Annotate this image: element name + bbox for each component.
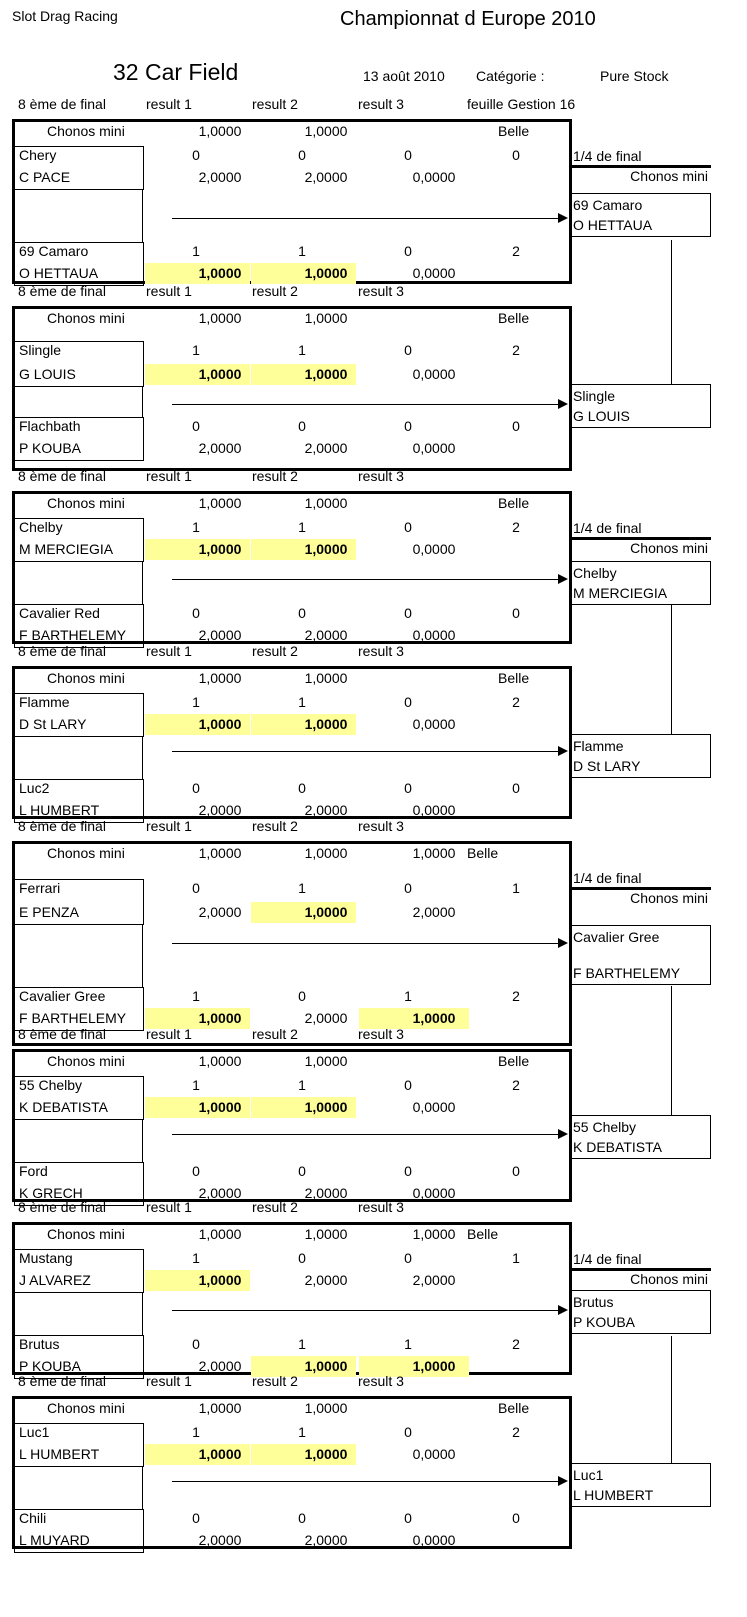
quarter-chonos-label: Chonos mini bbox=[630, 540, 708, 556]
run-result: 0 bbox=[192, 147, 200, 163]
quarter-final-label: 1/4 de final bbox=[573, 148, 642, 164]
competitor-car: Ferrari bbox=[19, 880, 61, 896]
advance-arrow-icon bbox=[558, 574, 568, 584]
run-result: 1 bbox=[192, 1077, 200, 1093]
chonos-label: Chonos mini bbox=[47, 1400, 125, 1416]
run-result: 0 bbox=[192, 1510, 200, 1526]
run-time: 2,0000 bbox=[198, 802, 242, 818]
competitor-car: 55 Chelby bbox=[19, 1077, 83, 1093]
chonos-label: Chonos mini bbox=[47, 495, 125, 511]
belle-result: 2 bbox=[512, 1077, 520, 1093]
winner-driver: O HETTAUA bbox=[573, 217, 653, 233]
winner-driver: G LOUIS bbox=[573, 408, 630, 424]
run-result: 0 bbox=[192, 780, 200, 796]
chonos-r1: 1,0000 bbox=[198, 310, 242, 326]
competitor-car: Luc2 bbox=[19, 780, 50, 796]
winner-car: Chelby bbox=[573, 565, 617, 581]
run-result: 0 bbox=[404, 694, 412, 710]
winner-car: Luc1 bbox=[573, 1467, 604, 1483]
run-time: 1,0000 bbox=[304, 541, 348, 557]
result-1-label: result 1 bbox=[146, 468, 192, 484]
chonos-r1: 1,0000 bbox=[198, 670, 242, 686]
competitor-car: Mustang bbox=[19, 1250, 73, 1266]
run-result: 0 bbox=[404, 1077, 412, 1093]
belle-label: Belle bbox=[498, 1400, 530, 1416]
round-label: 8 ème de final bbox=[18, 1026, 106, 1042]
belle-result: 0 bbox=[512, 418, 520, 434]
round-label: 8 ème de final bbox=[18, 96, 106, 112]
run-result: 1 bbox=[298, 519, 306, 535]
competitor-driver: P KOUBA bbox=[19, 440, 81, 456]
run-time: 1,0000 bbox=[198, 541, 242, 557]
quarter-chonos-label: Chonos mini bbox=[630, 1271, 708, 1287]
advance-arrow-line bbox=[172, 1134, 560, 1135]
run-result: 1 bbox=[298, 342, 306, 358]
advance-arrow-icon bbox=[558, 1305, 568, 1315]
run-result: 1 bbox=[192, 1424, 200, 1440]
run-time: 1,0000 bbox=[198, 1446, 242, 1462]
quarter-chonos-label: Chonos mini bbox=[630, 890, 708, 906]
run-result: 0 bbox=[192, 880, 200, 896]
chonos-label: Chonos mini bbox=[47, 123, 125, 139]
run-time: 0,0000 bbox=[412, 440, 456, 456]
result-2-label: result 2 bbox=[252, 96, 298, 112]
categorie-label: Catégorie : bbox=[476, 68, 545, 84]
run-time: 0,0000 bbox=[412, 169, 456, 185]
competitor-driver: G LOUIS bbox=[19, 366, 76, 382]
run-time: 1,0000 bbox=[304, 716, 348, 732]
competitor-car: 69 Camaro bbox=[19, 243, 89, 259]
run-result: 1 bbox=[298, 1424, 306, 1440]
chonos-r1: 1,0000 bbox=[198, 1053, 242, 1069]
run-result: 0 bbox=[298, 418, 306, 434]
run-result: 0 bbox=[404, 418, 412, 434]
run-result: 0 bbox=[404, 1510, 412, 1526]
result-1-label: result 1 bbox=[146, 1373, 192, 1389]
run-time: 1,0000 bbox=[198, 1099, 242, 1115]
result-1-label: result 1 bbox=[146, 643, 192, 659]
field-size: 32 Car Field bbox=[113, 59, 239, 85]
run-result: 1 bbox=[192, 988, 200, 1004]
winner-car: Slingle bbox=[573, 388, 616, 404]
run-time: 1,0000 bbox=[304, 1446, 348, 1462]
run-time: 1,0000 bbox=[304, 904, 348, 920]
run-time: 0,0000 bbox=[412, 716, 456, 732]
run-result: 1 bbox=[192, 694, 200, 710]
belle-result: 2 bbox=[512, 694, 520, 710]
quarter-connector bbox=[671, 240, 672, 384]
run-result: 1 bbox=[192, 519, 200, 535]
run-time: 2,0000 bbox=[412, 1272, 456, 1288]
run-result: 0 bbox=[298, 1510, 306, 1526]
belle-result: 2 bbox=[512, 1336, 520, 1352]
quarter-final-label: 1/4 de final bbox=[573, 1251, 642, 1267]
belle-result: 2 bbox=[512, 988, 520, 1004]
run-time: 2,0000 bbox=[304, 440, 348, 456]
quarter-connector bbox=[671, 986, 672, 1115]
belle-result: 0 bbox=[512, 1163, 520, 1179]
result-3-label: result 3 bbox=[358, 1373, 404, 1389]
run-time: 2,0000 bbox=[198, 440, 242, 456]
run-result: 0 bbox=[404, 1250, 412, 1266]
result-2-label: result 2 bbox=[252, 818, 298, 834]
run-time: 0,0000 bbox=[412, 802, 456, 818]
run-time: 2,0000 bbox=[198, 627, 242, 643]
belle-result: 0 bbox=[512, 1510, 520, 1526]
run-result: 0 bbox=[192, 605, 200, 621]
advance-arrow-line bbox=[172, 1481, 560, 1482]
winner-car: Brutus bbox=[573, 1294, 614, 1310]
quarter-chonos-label: Chonos mini bbox=[630, 168, 708, 184]
run-time: 1,0000 bbox=[412, 1010, 456, 1026]
run-time: 0,0000 bbox=[412, 1532, 456, 1548]
belle-label: Belle bbox=[498, 1053, 530, 1069]
round-label: 8 ème de final bbox=[18, 283, 106, 299]
chonos-r2: 1,0000 bbox=[304, 310, 348, 326]
advance-arrow-icon bbox=[558, 938, 568, 948]
advance-arrow-line bbox=[172, 751, 560, 752]
run-time: 2,0000 bbox=[304, 802, 348, 818]
chonos-r2: 1,0000 bbox=[304, 123, 348, 139]
brand-label: Slot Drag Racing bbox=[12, 8, 118, 24]
advance-arrow-icon bbox=[558, 213, 568, 223]
competitor-driver: K GRECH bbox=[19, 1185, 83, 1201]
chonos-label: Chonos mini bbox=[47, 845, 125, 861]
competitor-car: Brutus bbox=[19, 1336, 60, 1352]
run-time: 1,0000 bbox=[198, 1272, 242, 1288]
connector-line bbox=[142, 1120, 143, 1162]
chonos-r2: 1,0000 bbox=[304, 1053, 348, 1069]
competitor-driver: L HUMBERT bbox=[19, 802, 100, 818]
chonos-label: Chonos mini bbox=[47, 310, 125, 326]
result-2-label: result 2 bbox=[252, 1373, 298, 1389]
run-time: 2,0000 bbox=[304, 1185, 348, 1201]
run-result: 0 bbox=[192, 418, 200, 434]
chonos-r2: 1,0000 bbox=[304, 495, 348, 511]
result-2-label: result 2 bbox=[252, 1199, 298, 1215]
run-result: 0 bbox=[404, 1163, 412, 1179]
connector-line bbox=[142, 925, 143, 987]
run-time: 1,0000 bbox=[198, 716, 242, 732]
run-time: 1,0000 bbox=[198, 366, 242, 382]
run-time: 0,0000 bbox=[412, 1446, 456, 1462]
result-3-label: result 3 bbox=[358, 96, 404, 112]
run-time: 2,0000 bbox=[198, 1358, 242, 1374]
competitor-car: Slingle bbox=[19, 342, 62, 358]
belle-result: 2 bbox=[512, 1424, 520, 1440]
competitor-driver: F BARTHELEMY bbox=[19, 627, 127, 643]
run-result: 1 bbox=[298, 880, 306, 896]
quarter-connector bbox=[671, 1336, 672, 1463]
belle-label: Belle bbox=[467, 845, 499, 861]
run-result: 0 bbox=[298, 605, 306, 621]
advance-arrow-line bbox=[172, 579, 560, 580]
run-result: 1 bbox=[298, 1077, 306, 1093]
run-result: 0 bbox=[404, 342, 412, 358]
run-result: 1 bbox=[298, 243, 306, 259]
result-1-label: result 1 bbox=[146, 283, 192, 299]
competitor-driver: M MERCIEGIA bbox=[19, 541, 114, 557]
run-time: 2,0000 bbox=[304, 1532, 348, 1548]
belle-result: 0 bbox=[512, 605, 520, 621]
result-2-label: result 2 bbox=[252, 1026, 298, 1042]
winner-driver: F BARTHELEMY bbox=[573, 965, 681, 981]
belle-label: Belle bbox=[498, 670, 530, 686]
run-time: 0,0000 bbox=[412, 265, 456, 281]
belle-label: Belle bbox=[498, 495, 530, 511]
belle-result: 2 bbox=[512, 342, 520, 358]
result-3-label: result 3 bbox=[358, 468, 404, 484]
run-result: 1 bbox=[192, 342, 200, 358]
advance-arrow-icon bbox=[558, 746, 568, 756]
run-time: 0,0000 bbox=[412, 541, 456, 557]
chonos-r1: 1,0000 bbox=[198, 1400, 242, 1416]
result-3-label: result 3 bbox=[358, 1026, 404, 1042]
run-result: 0 bbox=[404, 1424, 412, 1440]
competitor-driver: P KOUBA bbox=[19, 1358, 81, 1374]
round-label: 8 ème de final bbox=[18, 1199, 106, 1215]
result-3-label: result 3 bbox=[358, 643, 404, 659]
result-3-label: result 3 bbox=[358, 1199, 404, 1215]
round-label: 8 ème de final bbox=[18, 1373, 106, 1389]
run-result: 0 bbox=[404, 147, 412, 163]
run-result: 0 bbox=[192, 1336, 200, 1352]
connector-line bbox=[142, 1293, 143, 1335]
competitor-driver: L MUYARD bbox=[19, 1532, 90, 1548]
belle-result: 2 bbox=[512, 519, 520, 535]
belle-result: 2 bbox=[512, 243, 520, 259]
competitor-driver: F BARTHELEMY bbox=[19, 1010, 127, 1026]
belle-result: 0 bbox=[512, 147, 520, 163]
competitor-driver: J ALVAREZ bbox=[19, 1272, 91, 1288]
chonos-label: Chonos mini bbox=[47, 1226, 125, 1242]
run-result: 1 bbox=[404, 988, 412, 1004]
result-1-label: result 1 bbox=[146, 1026, 192, 1042]
competitor-car: Cavalier Red bbox=[19, 605, 100, 621]
competitor-driver: D St LARY bbox=[19, 716, 87, 732]
competitor-driver: K DEBATISTA bbox=[19, 1099, 108, 1115]
run-time: 2,0000 bbox=[304, 627, 348, 643]
winner-driver: M MERCIEGIA bbox=[573, 585, 668, 601]
page-title: Championnat d Europe 2010 bbox=[340, 8, 596, 30]
competitor-driver: E PENZA bbox=[19, 904, 79, 920]
competitor-car: Cavalier Gree bbox=[19, 988, 106, 1004]
run-result: 0 bbox=[298, 147, 306, 163]
belle-label: Belle bbox=[498, 310, 530, 326]
belle-result: 1 bbox=[512, 880, 520, 896]
run-time: 2,0000 bbox=[198, 1532, 242, 1548]
competitor-driver: C PACE bbox=[19, 169, 71, 185]
chonos-r2: 1,0000 bbox=[304, 845, 348, 861]
winner-car: Cavalier Gree bbox=[573, 929, 660, 945]
run-result: 0 bbox=[298, 1163, 306, 1179]
chonos-r2: 1,0000 bbox=[304, 1226, 348, 1242]
result-3-label: result 3 bbox=[358, 283, 404, 299]
connector-line bbox=[142, 737, 143, 779]
winner-driver: D St LARY bbox=[573, 758, 641, 774]
winner-car: 69 Camaro bbox=[573, 197, 643, 213]
connector-line bbox=[142, 387, 143, 417]
winner-driver: K DEBATISTA bbox=[573, 1139, 662, 1155]
advance-arrow-line bbox=[172, 943, 560, 944]
chonos-r3: 1,0000 bbox=[412, 845, 456, 861]
sheet-label: feuille Gestion 16 bbox=[467, 96, 576, 112]
run-result: 1 bbox=[298, 694, 306, 710]
run-time: 0,0000 bbox=[412, 1099, 456, 1115]
run-time: 0,0000 bbox=[412, 366, 456, 382]
winner-driver: P KOUBA bbox=[573, 1314, 635, 1330]
result-3-label: result 3 bbox=[358, 818, 404, 834]
round-label: 8 ème de final bbox=[18, 818, 106, 834]
run-result: 1 bbox=[192, 1250, 200, 1266]
chonos-label: Chonos mini bbox=[47, 1053, 125, 1069]
chonos-r1: 1,0000 bbox=[198, 1226, 242, 1242]
run-time: 0,0000 bbox=[412, 1185, 456, 1201]
advance-arrow-icon bbox=[558, 1476, 568, 1486]
categorie-value: Pure Stock bbox=[600, 68, 669, 84]
run-time: 0,0000 bbox=[412, 627, 456, 643]
run-result: 0 bbox=[298, 1250, 306, 1266]
connector-line bbox=[142, 562, 143, 604]
run-result: 1 bbox=[404, 1336, 412, 1352]
run-result: 0 bbox=[404, 780, 412, 796]
winner-car: Flamme bbox=[573, 738, 624, 754]
chonos-r1: 1,0000 bbox=[198, 495, 242, 511]
quarter-final-label: 1/4 de final bbox=[573, 520, 642, 536]
competitor-car: Flachbath bbox=[19, 418, 81, 434]
run-result: 0 bbox=[404, 519, 412, 535]
run-time: 1,0000 bbox=[304, 265, 348, 281]
run-time: 1,0000 bbox=[304, 1358, 348, 1374]
run-time: 1,0000 bbox=[304, 1099, 348, 1115]
belle-result: 1 bbox=[512, 1250, 520, 1266]
advance-arrow-icon bbox=[558, 1129, 568, 1139]
result-1-label: result 1 bbox=[146, 818, 192, 834]
run-time: 1,0000 bbox=[198, 265, 242, 281]
run-result: 1 bbox=[298, 1336, 306, 1352]
run-time: 1,0000 bbox=[304, 366, 348, 382]
run-time: 2,0000 bbox=[198, 1185, 242, 1201]
run-result: 0 bbox=[298, 780, 306, 796]
competitor-car: Chelby bbox=[19, 519, 63, 535]
competitor-car: Chery bbox=[19, 147, 57, 163]
chonos-r2: 1,0000 bbox=[304, 1400, 348, 1416]
advance-arrow-line bbox=[172, 404, 560, 405]
connector-line bbox=[142, 190, 143, 242]
run-result: 0 bbox=[192, 1163, 200, 1179]
run-result: 0 bbox=[404, 605, 412, 621]
chonos-r3: 1,0000 bbox=[412, 1226, 456, 1242]
chonos-r2: 1,0000 bbox=[304, 670, 348, 686]
competitor-car: Luc1 bbox=[19, 1424, 50, 1440]
result-2-label: result 2 bbox=[252, 643, 298, 659]
winner-driver: L HUMBERT bbox=[573, 1487, 654, 1503]
competitor-driver: O HETTAUA bbox=[19, 265, 99, 281]
advance-arrow-line bbox=[172, 218, 560, 219]
winner-car: 55 Chelby bbox=[573, 1119, 637, 1135]
run-result: 1 bbox=[192, 243, 200, 259]
result-2-label: result 2 bbox=[252, 283, 298, 299]
chonos-r1: 1,0000 bbox=[198, 123, 242, 139]
event-date: 13 août 2010 bbox=[363, 68, 445, 84]
run-time: 1,0000 bbox=[198, 1010, 242, 1026]
run-time: 2,0000 bbox=[304, 1272, 348, 1288]
round-label: 8 ème de final bbox=[18, 643, 106, 659]
run-time: 2,0000 bbox=[198, 169, 242, 185]
result-2-label: result 2 bbox=[252, 468, 298, 484]
run-result: 0 bbox=[404, 880, 412, 896]
run-time: 2,0000 bbox=[304, 169, 348, 185]
competitor-car: Chili bbox=[19, 1510, 47, 1526]
round-label: 8 ème de final bbox=[18, 468, 106, 484]
chonos-label: Chonos mini bbox=[47, 670, 125, 686]
advance-arrow-line bbox=[172, 1310, 560, 1311]
competitor-driver: L HUMBERT bbox=[19, 1446, 100, 1462]
belle-label: Belle bbox=[467, 1226, 499, 1242]
competitor-car: Flamme bbox=[19, 694, 70, 710]
chonos-r1: 1,0000 bbox=[198, 845, 242, 861]
belle-label: Belle bbox=[498, 123, 530, 139]
run-result: 0 bbox=[298, 988, 306, 1004]
quarter-final-label: 1/4 de final bbox=[573, 870, 642, 886]
run-time: 2,0000 bbox=[304, 1010, 348, 1026]
run-time: 2,0000 bbox=[198, 904, 242, 920]
connector-line bbox=[142, 1467, 143, 1509]
result-1-label: result 1 bbox=[146, 96, 192, 112]
result-1-label: result 1 bbox=[146, 1199, 192, 1215]
run-result: 0 bbox=[404, 243, 412, 259]
belle-result: 0 bbox=[512, 780, 520, 796]
run-time: 1,0000 bbox=[412, 1358, 456, 1374]
competitor-car: Ford bbox=[19, 1163, 48, 1179]
advance-arrow-icon bbox=[558, 399, 568, 409]
run-time: 2,0000 bbox=[412, 904, 456, 920]
quarter-connector bbox=[671, 604, 672, 734]
